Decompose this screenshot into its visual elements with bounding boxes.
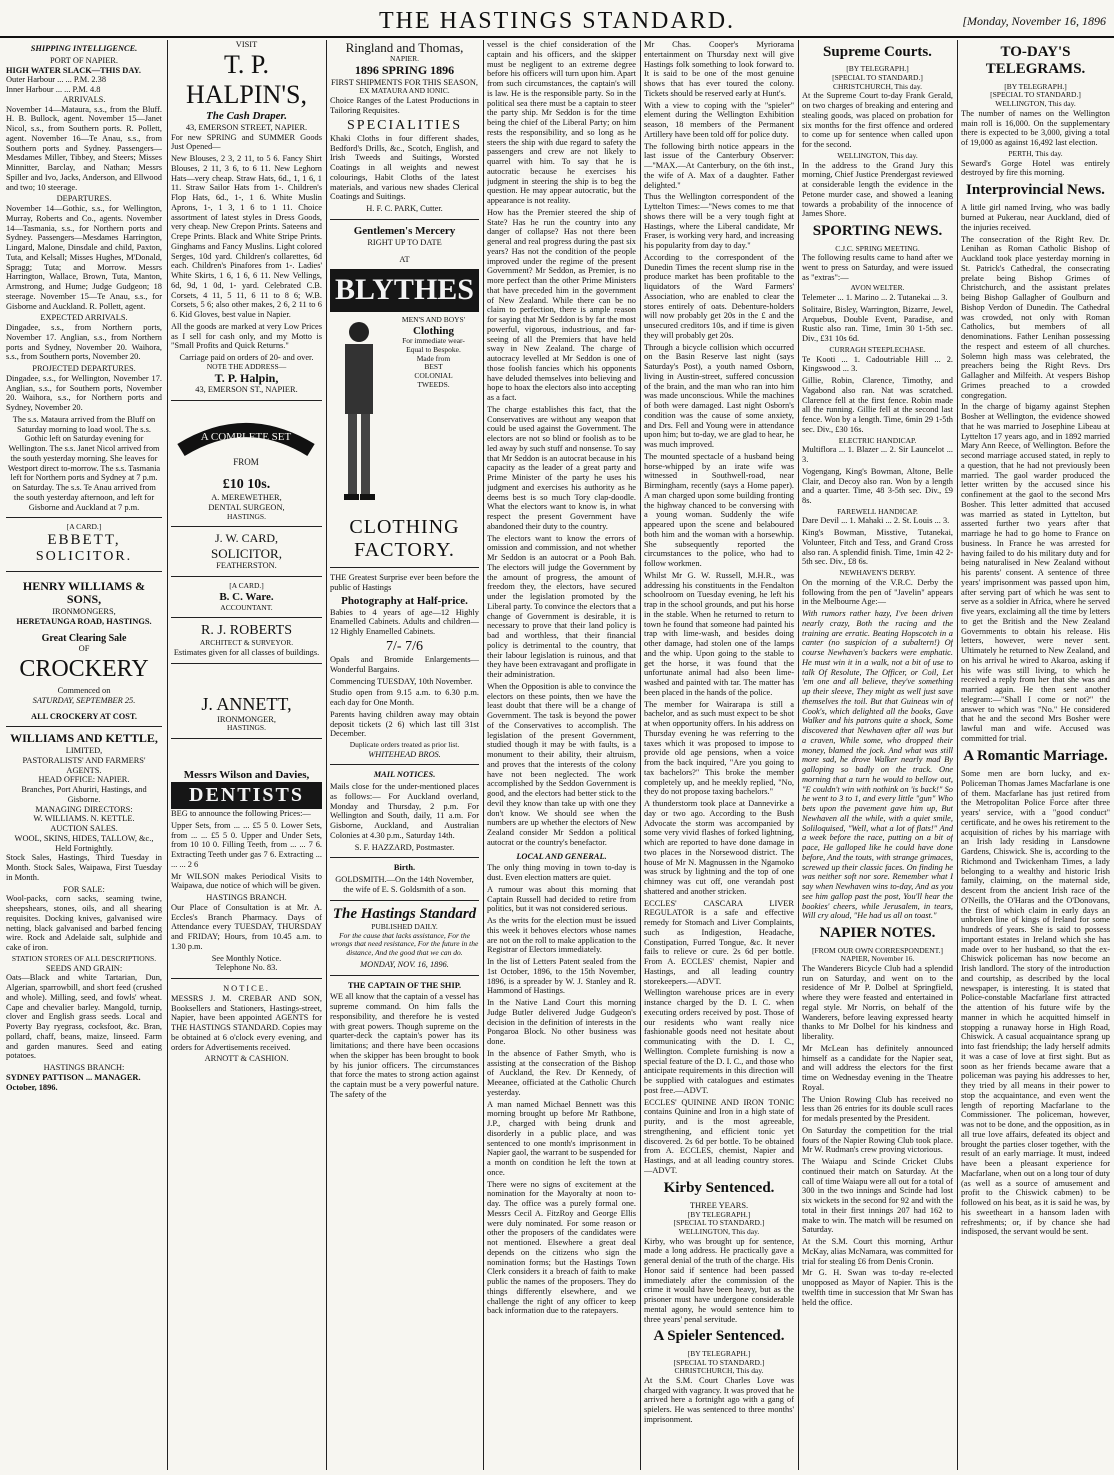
article-title: Kirby Sentenced.: [663, 1179, 775, 1196]
ad-text: ARCHITECT & SURVEYOR.: [199, 638, 294, 648]
ad-label: [A CARD.]: [66, 522, 102, 532]
ad-text: OF: [78, 644, 90, 654]
paragraph: In the absence of Father Smyth, who is assisting at the consecration of the Bishop of Auckland, the Rev. Dr Kennedy, of Meeanee, officiated at the Catholic Church yesterday.: [487, 1048, 636, 1097]
paragraph: Studio open from 9.15 a.m. to 6.30 p.m. each day for One Month.: [330, 688, 479, 707]
article-subtitle: THREE YEARS.: [689, 1200, 749, 1210]
race-result: Dare Devil ... 1. Mahaki ... 2. St. Louis ... 3.: [802, 516, 950, 526]
ad-title: Messrs Wilson and Davies,: [183, 769, 310, 782]
ad-text: EX MATAURA AND IONIC.: [359, 86, 450, 96]
ad-heading: Gentlemen's Mercery: [353, 224, 456, 237]
paragraph: For new SPRING and SUMMER Goods Just Opened—: [171, 132, 322, 152]
ad-title: Ringland and Thomas,: [345, 40, 464, 55]
paragraph: Whilst Mr G. W. Russell, M.H.R., was addressing his constituents in the Fendalton schoolroom on Tuesday evening, he left his trap in the school grounds, and put his horse in the stable. When he returned to return to town he found that someone had painted his trap with lime-wash, and besides doing other damage, had stolen one of the lamps and the whip. Upon going to the stable to get the horse, it was found that the unfortunate animal had also been lime-washed and painted with tar. The matter has been placed in the hands of the police.: [644, 570, 794, 697]
paragraph: The following results came to hand after we went to press on Saturday, and were issued as "extras":—: [802, 253, 953, 282]
ad-title: CLOTHING: [349, 515, 460, 538]
complete-set-label: A COMPLETE SET: [200, 431, 292, 444]
paragraph: Dingadee, s.s., for Wellington, November 17. Anglian, s.s., for Southern ports, November 20. Waihora, s.s., for Northern ports and Sydney, November 20.: [6, 373, 162, 412]
paragraph: Khaki Cloths in four different shades, Bedford's Drills, &c., Scotch, English, and Irish Tweeds and Suitings, Worsted Coatings in all weights and newest colourings, Habit Cloths of the latest materials, and various new shades Clerical Coatings and Suitings.: [330, 133, 479, 202]
paragraph: Gillie, Robin, Clarence, Timothy, and Vagabond also ran. Nat was scratched. Clarence fell at the first fence. Robin made all the running. Gillie fell at the second last fence. Won by a length. Time, 6min 29 1-5th sec. Div., £30 16s.: [802, 376, 953, 434]
ad-text: TWEEDS.: [417, 379, 450, 389]
ad-subtitle: SOLICITOR.: [6, 549, 162, 571]
paragraph: As the writs for the election must be issued this week it behoves electors whose names are not on the roll to make application to the Registrar of Electors immediately.: [487, 916, 636, 955]
paragraph: A rumour was about this morning that Captain Russell had decided to retire from politics, but it was not considered serious.: [487, 884, 636, 914]
ad-text: RIGHT UP TO DATE: [367, 237, 442, 247]
paragraph: A thunderstorm took place at Dannevirke a day or two ago. According to the Bush Advocate the storm was accompanied by some very vivid flashes of forked lightning, which are reported to have done damage in two places in the Norsewood district. The house of Mr N. Magnussen in the Ngamoko was struck by lightning and the top of one chimney was cut off, one verandah post shattered and another stricken.: [644, 799, 794, 896]
price-list: Upper Sets, from ... ... £5 5 0. Lower Sets, from ... ... £5 5 0. Upper and Under Sets, from 10 10 0. Filling Teeth, from ... ... 7 6. Extracting Teeth under gas 7 6. Extracting ... ... ... 2 6: [171, 820, 322, 869]
dateline: WELLINGTON, This day.: [995, 99, 1076, 109]
editorial-title: THE CAPTAIN OF THE SHIP.: [347, 980, 462, 990]
paragraph: A man named Michael Bennett was this morning brought up before Mr Rathbone, J.P., charged with being drunk and disorderly in a public place, and was sentenced to one month's imprisonment in Napier gaol, the warrant to be suspended for a month on condition he left the town at once.: [487, 1099, 636, 1177]
ad-subtitle: IRONMONGERS,: [52, 607, 116, 617]
paragraph: Our Place of Consultation is at Mr. A. Eccles's Branch Pharmacy. Days of Attendance every TUESDAY, THURSDAY and FRIDAY; Hours, from 10.45 a.m. to 1.30 p.m.: [171, 902, 322, 951]
ad-text: HASTINGS BRANCH:: [43, 1063, 125, 1073]
subheading: PROJECTED DEPARTURES.: [32, 364, 136, 373]
ad-text: FIRST SHIPMENTS FOR THIS SEASON,: [331, 77, 478, 87]
dateline: WELLINGTON, This day.: [678, 1227, 760, 1237]
tide-row: Inner Harbour ... ... P.M. 4.8: [6, 85, 101, 94]
paragraph: There were no signs of excitement at the nomination for the Mayoralty at noon to-day. The office was a purely formal one. Messrs Cecil A. FitzRoy and George Ellis were duly nominated. For some reason or other the proposers of the candidates were not mentioned. Elsewhere a great deal depends on the citizens who sign the nomination forms; but the Hastings Town Clerk considers it a breach of faith to make public the names of the proposers. They do things differently elsewhere, and we challenge the right of any officer to keep back information due to the ratepayers.: [487, 1179, 636, 1316]
newspaper-nameplate: The Hastings Standard: [332, 905, 477, 922]
wire-credit: [BY TELEGRAPH.]: [687, 1348, 751, 1358]
ad-title: A. MEREWETHER,: [211, 493, 282, 503]
paragraph: Babies to 4 years of age—12 Highly Enamelled Cabinets. Adults and children—12 Highly Enamelled Cabinets.: [330, 607, 479, 637]
paragraph: November 14—Gothic, s.s., for Wellington, Murray, Roberts and Co., agents. November 14—Tasmania, s.s., for Northern ports and Sydney. Passengers—Mesdames Harrington, Lingard, Malone, Dinsdale and child, Paxton, Tuta, and Kelsall; Misses Hughes, M'Donald, Spragg; Tuta; and Morrow. Messrs Harrington, Wallace, Brown, Tuta, Manton, Armstrong, and Hume; Judge Gudgeon; 18 steerage. November 15—Te Anau, s.s., for Gisborne and Auckland. R. Pollett, agent.: [6, 204, 162, 311]
paragraph: In the Native Land Court this morning Judge Butler delivered Judge Gudgeon's decision in the definition of interests in the Pongaroa Block. No other business was done.: [487, 998, 636, 1046]
race-result: Telemeter ... 1. Marino ... 2. Tutanekai ... 3.: [802, 293, 948, 303]
paragraph: The mounted spectacle of a husband being horse-whipped by an irate wife was witnessed in Southwell-road, near Birmingham, recently (says a Home paper). A man charged upon some building fronting the highway chanced to be conversing with a young woman. Suddenly the wife appeared upon the scene and belaboured both him and the woman with a horsewhip. She subsequently reported the circumstances to the police, who had to follow workmen.: [644, 451, 794, 568]
column-rule: [640, 40, 641, 1470]
subheading: ARRIVALS.: [62, 94, 106, 104]
ad-text: AUCTION SALES.: [50, 824, 118, 834]
paragraph: WE all know that the captain of a vessel has supreme command. On him falls the responsibility, and therefore he is vested with great powers. Though supreme on the quarter-deck the captain's power has its limitations; and there have been occasions when the skipper has been brought to book by his junior officers. The circumstances that force the mates to strong action against the captain must be a very powerful nature. The safety of the: [330, 992, 479, 1099]
paragraph: GOLDSMITH.—On the 14th November, the wife of E. S. Goldsmith of a son.: [330, 875, 479, 901]
ad-text: Made from: [416, 353, 451, 363]
ad-price: 7/- 7/6: [386, 638, 423, 654]
ad-text: October, 1896.: [6, 1082, 58, 1092]
paragraph: November 14—Mataura, s.s., from the Bluff. H. B. Bullock, agent. November 15—Janet Nicol, s.s., from Southern ports. R. Pollett, agent. November 16—Te Anau, s.s., from Southern ports and Sydney. Passengers—Mesdames Miller, Tibbey, and Steers; Misses Minnitter, Barclay, and Nathan; Messrs Spiller and Ivo, Jacks, Anderson, and Ellwood and two; 10 steerage.: [6, 104, 162, 192]
ad-text: See Monthly Notice.: [211, 953, 282, 963]
ad-text: FOR SALE:: [63, 884, 105, 894]
blythes-logo: BLYTHES: [330, 269, 479, 312]
paragraph: Mails close for the under-mentioned places as follows:— For Auckland overland, Monday and Thursday, 2 p.m. For Wellington and South, daily, 11 a.m. For Gisborne, Auckland, and Australian Colonies at 4.30 p.m., Saturday 14th.: [330, 782, 479, 840]
paragraph: BEG to announce the following Prices:—: [171, 809, 311, 819]
dateline: NAPIER, November 16.: [840, 954, 915, 964]
ad-title: T. P. HALPIN'S,: [186, 49, 307, 109]
paragraph: The consecration of the Right Rev. Dr. Lenihan as Roman Catholic Bishop of Auckland took place yesterday morning in St. Patrick's Cathedral, the consecrating prelate being Bishop Grimes of Christchurch, and the assistant prelates being Bishop Gallagher of Goulburn and Bishop Verdon of Dunedin. The Cathedral was crowded, not only with Roman Catholics, but members of all denominations. Father Lenihan possessing the respect and esteem of all churches. Solemn high mass was celebrated, the preachers being the Right Revs. Drs Gallagher and Milfeith. At vespers Bishop Grimes preached to a crowded congregation.: [961, 234, 1110, 400]
paragraph: Parents having children away may obtain deposit tickets (2 6) which last till 31st December.: [330, 709, 479, 739]
paragraph: The number of names on the Wellington main roll is 16,000. On the supplementary there is expected to be 3,000, giving a total of 19,000 as against 16,492 last election.: [961, 108, 1110, 148]
signature: S. F. HAZZARD, Postmaster.: [330, 843, 479, 859]
paragraph: THE Greatest Surprise ever been before the public of Hastings: [330, 573, 479, 593]
column-6: [802, 40, 953, 1470]
dateline: CHRISTCHURCH, This day.: [833, 81, 922, 91]
paragraph: ECCLES' QUININE AND IRON TONIC contains Quinine and Iron in a high state of purity, and is the most agreeable, strengthening, and efficient tonic yet discovered. 2s 6d per bottle. To be obtained from A. ECCLES, chemist, Napier and Hastings, and at all leading country stores.—ADVT.: [644, 1097, 794, 1175]
paragraph: Seward's Gorge Hotel was entirely destroyed by fire this morning.: [961, 158, 1110, 178]
ad-heading: SPECIALITIES: [347, 117, 462, 133]
subheading: HIGH WATER SLACK—THIS DAY.: [6, 65, 141, 75]
motto: For the cause that lacks assistance, For the wrongs that need resistance, For the future in the distance, And the good that we can do.: [330, 930, 479, 958]
column-3: [330, 40, 479, 1470]
clothing-ad: [330, 316, 479, 516]
masthead: [0, 0, 1114, 38]
paragraph: The Wanderers Bicycle Club had a splendid run on Saturday, and went on to the residence of Mr P. Dolbel at Springfield, where they were feasted and entertained in regal style. Mr Norris, on behalf of the Wanderers, before leaving expressed hearty thanks to Mr Dolbel for his kindness and liberality.: [802, 963, 953, 1042]
ad-text: Equal to Bespoke.: [406, 345, 461, 355]
column-rule: [957, 40, 958, 1470]
ad-text: SYDNEY PATTISON ... MANAGER.: [6, 1072, 141, 1082]
ad-text: SATURDAY, SEPTEMBER 25.: [32, 695, 136, 705]
paragraph: According to the correspondent of the Dunedin Times the recent slump rise in the produce market has been profitable to the liquidators of the Ward Farmers' Association, who are enabled to clear the stores entirely of oats. Debenture-holders will now probably get 20s in the £ and the unsecured creditors 10s, and if time is given they will probably get 20s.: [644, 252, 794, 340]
wire-credit: [SPECIAL TO STANDARD.]: [832, 73, 923, 83]
ad-text: W. WILLIAMS. N. KETTLE.: [33, 814, 135, 824]
ad-text: AT: [399, 255, 410, 265]
ad-text: NOTE THE ADDRESS—: [206, 361, 287, 371]
ad-text: HASTINGS.: [171, 513, 322, 528]
paragraph: In the list of Letters Patent sealed from the 1st October, 1896, to the 15th November, 1896, is a spreader by W. J. Stanley and R. Hammond of Hastings.: [487, 957, 636, 996]
wire-credit: [BY TELEGRAPH.]: [1004, 81, 1067, 91]
dateline: CHRISTCHURCH, This day.: [674, 1366, 764, 1376]
article-title: NAPIER NOTES.: [819, 925, 936, 942]
section-heading: LOCAL AND GENERAL.: [516, 851, 607, 861]
from-label: FROM: [233, 457, 259, 468]
paragraph: Vogengang, King's Bowman, Altone, Belle Clair, and Decoy also ran. Won by a length and a quarter. Time, 48 3-5th sec. Div., £9 8s.: [802, 466, 953, 506]
ad-text: BEST: [424, 362, 443, 372]
ad-price: £10 10s.: [222, 476, 271, 492]
article-title: SPORTING NEWS.: [812, 223, 943, 240]
ad-text: Telephone No. 83.: [171, 963, 322, 979]
column-rule: [483, 40, 484, 1470]
subheading: PORT OF NAPIER.: [50, 55, 118, 65]
paragraph: At the S.M. Court this morning, Arthur McKay, alias McNamara, was committed for trial for stealing £6 from Denis Cronin.: [802, 1237, 953, 1266]
subheading: DEPARTURES.: [56, 194, 112, 204]
ad-text: MANAGING DIRECTORS:: [35, 804, 133, 814]
race-name: ELECTRIC HANDICAP.: [838, 435, 917, 445]
paragraph: Some men are born lucky, and ex-Policeman Thomas James Macfarlane is one of them. Macfarlane has just retired from the Metropolitan Police Force after three years' service, with a "good conduct" certificate, and he owes his retirement to the acquisition of riches by his marriage with an Irish lady residing in Lansdowne Gardens, Chiswick. She is, according to the Richmond and Twickenham Times, a lady belonging to a wealthy and historic Irish family, claiming, on the maternal side, descent from the ancient Irish race of the O'Neills, the O'Haras and the O'Donovans, the first of which claim in early days an unbroken line of kings of Ireland for some hundreds of years. She is said to possess important estates in Ireland which she has made over to her husband, so that the ex-Chiswick policeman has now become an Irish landlord. The story of the introduction and courtship, as described by the local newspaper, is interesting. It is stated that Police-constable Macfarlane first attracted the attention of his future wife by the manner in which he acquitted himself in stopping a runaway horse in High Road, Chiswick. A casual acquaintance sprang up into fast friendship; the lady herself admits it was a case of love at first sight. But as soon as her friends became aware that a policeman was paying his addresses to her, they tried by all means in their power to stop the acquaintance, and even went the length of reporting Macfarlane to the Commissioner. The policeman, however, was not to be done, and the opposition, as in all true love affairs, defeated its object and brought the parties closer together, with the result of an early marriage. It must, indeed have been a pleasant experience for Macfarlane, when out on a long tour of duty (as well as a source of amusement and profit to the Chiswick cabmen) to be followed on his beat, as it is said he was, by his sweetheart in a hansom laden with refreshments; or, if by chance she had indisposed, the servant would be sent.: [961, 769, 1110, 1237]
paragraph: Dingadee, s.s., from Northern ports, November 17. Anglian, s.s., from Northern ports and Sydney, November 20. Waihora, s.s., from Southern ports, November 20.: [6, 323, 162, 362]
wire-credit: [SPECIAL TO STANDARD.]: [990, 90, 1081, 100]
ad-title: WILLIAMS AND KETTLE,: [10, 731, 158, 746]
ad-text: Duplicate orders treated as prior list.: [349, 740, 460, 749]
ad-text: Branches, Port Ahuriri, Hastings, and Gisborne.: [21, 785, 147, 804]
column-1: [6, 40, 162, 1470]
ad-title: NOTICE.: [223, 984, 270, 994]
paragraph: The electors want to know the errors of omission and commission, and not whether Mr Seddon is an autocrat or a Pooh Bah. The electors will judge the Government by the amount of progress, the amount of freedom they, the electors, have secured under the legislation promoted by the Liberal party. To convince the electors that a change of Government is desirable, it is necessary to prove that their land policy is bad and worthless, that their financial policy is detrimental to the country, that their labour legislation is ruinous, and that they have been extravagant and profligate in their administration.: [487, 533, 636, 679]
paragraph: vessel is the chief consideration of the captain and his officers, and the skipper must be negligent to an extreme degree before his officers will turn upon him. Apart from such circumstances, the captain's will is law. He is the responsible party. So in the political sea there must be a captain to steer the party ship. Mr Seddon is for the time being the chief of the Liberal Party; on him rests the responsibility, and so long as he steers the ship with due regard to safety the passengers and crew are not likely to quarrel with him. To say that he is autocratic because he exercises his judgment in steering the ship is to beg the question. He may appear autocratic, but the appearance is not reality.: [487, 40, 636, 205]
section-heading: SHIPPING INTELLIGENCE.: [30, 44, 138, 53]
paragraph: Wool-packs, corn sacks, seaming twine, sheepshears, stones, oils, and all shearing requisites. Docking knives, galvanised wire netting, black galvanised and barbed fencing wire. Rock and Adelaide salt, sulphide and cake of iron.: [6, 894, 162, 953]
race-name: AVON WELTER.: [850, 283, 905, 293]
dentists-banner: DENTISTS: [171, 782, 322, 809]
ad-address: 43, EMERSON STREET, NAPIER.: [185, 122, 308, 132]
wire-credit: [FROM OUR OWN CORRESPONDENT.]: [811, 945, 944, 955]
paragraph: On the morning of the V.R.C. Derby the following from the pen of "Javelin" appears in the Melbourne Age:—: [802, 577, 953, 607]
ad-title: CROCKERY: [19, 656, 149, 683]
ad-text: PASTORALISTS' AND FARMERS' AGENTS.: [22, 755, 146, 775]
paragraph: The Waiapu and Scinde Cricket Clubs continued their match on Saturday. At the call of time Waiapu were all out for a total of 300 in the two innings and Scinde had lost six wickets in the second for 92 and with the total in their first innings 207 had 162 to make to win. The match will be resumed on Saturday.: [802, 1157, 953, 1235]
ad-text: Estimates given for all classes of buildings.: [171, 648, 322, 664]
paragraph: The Union Rowing Club has received no less than 26 entries for its double scull races for medals presented by the President.: [802, 1094, 953, 1124]
poem: With rumors rather hazy, I've been driven nearly crazy, Both the racing and the training are erratic. Beating Hopscotch in a canter (no suspicion of a subaltern!) Of course Newhaven's backers were emphatic. He must win it in a walk, not a bit of use to talk Of Resolute, The Officer, or Coil, Let 'em one and all believe, they've something up their sleeve, They might as well just save themselves the toil. But that Guineas win of Cook's, which delighted all the books, Gave Walker and his patrons quite a shock, Some discovered that Newhaven after all was but a craven, While some, who dropped their money, blamed the jock. And what was still more sad, he drove Walker nearly mad By galloping so badly on the track. One morning that a turn he would to bellow out, "E couldn't win with nothink on 'is back!" So he went to 3 to 1, and every little "gun" Who bets upon the pavement gave him up, But Newhaven all the while, with a quiet smile, Soliloquised, "Well, what a lot of flats!" And a week before the race, putting on a bit of pace, He galloped like he could have done before, And the touts, with strange grimaces, screwed up their classic faces. On finding he was neither soft nor sore. Remember what I say when Newhaven wins to-day, And as you see him gallop past the post, You'll hear the bookies' cheers, while Jerusalem, in tears, Will cry aloud, "He had us all on toast.": [802, 609, 953, 921]
article-title: TO-DAY'S TELEGRAMS.: [985, 44, 1086, 78]
ad-text: Commenced on: [57, 686, 111, 696]
ad-text: NAPIER.: [390, 54, 419, 64]
column-4: [487, 40, 636, 1470]
paragraph: Mr McLean has definitely announced himself as a candidate for the Napier seat, and will address the electors for the first time on Wednesday evening in the Theatre Royal.: [802, 1043, 953, 1092]
ad-address: 43, EMERSON ST., NAPIER.: [171, 385, 322, 401]
paragraph: All the goods are marked at very Low Prices as I sell for cash only, and my Motto is "Small Profits and Quick Returns.": [171, 321, 322, 351]
paragraph: The s.s. Mataura arrived from the Bluff on Saturday morning to load wool. The s.s. Gothic left on Saturday evening for Wellington. The s.s. Janet Nicol arrived from the south yesterday morning. She leaves for Westport direct to-morrow. The s.s. Tasmania left for Northern ports and Sydney at 7 p.m. on Saturday. The s.s. Te Anau arrived from the south yesterday afternoon, and left for Gisborne and Auckland at 7 p.m.: [6, 415, 162, 519]
wire-credit: [SPECIAL TO STANDARD.]: [673, 1218, 765, 1228]
paragraph: Choice Ranges of the Latest Productions in Tailoring Requisites.: [330, 96, 479, 115]
paragraph: Mr Chas. Cooper's Myriorama entertainment on Thursday next will give Hastings folk something to look forward to. It is said to be one of the most genuine shows that has ever toured the colony. Tickets should be reserved early at Hunt's.: [644, 40, 794, 98]
ad-subtitle: The Cash Draper.: [206, 110, 287, 123]
ad-text: HASTINGS.: [171, 724, 322, 739]
ad-text: STATION STORES OF ALL DESCRIPTIONS.: [11, 953, 157, 963]
article-subtitle: NEWHAVEN'S DERBY.: [839, 568, 916, 578]
paragraph: King's Bowman, Misstive, Tutanekai, Volunteer, Fitch and Tess, and Grand Cross also ran. A splendid finish. Time, 1min 42 2-5th sec. Div., £8 6s.: [802, 528, 953, 567]
paragraph: In the charge of bigamy against Stephen Bosher at Wellington, the evidence showed that he was married to Josephine Libeau at Lyttelton 17 years ago, and in 1892 married Mary Ann Reece, of Wellington. Before the second marriage accused stated, in reply to a question, that he had not previously been married. The gaol warder produced the letter written by the accused since his confinement at the gaol to the second Mrs Bosher. This letter admitted that accused was married as stated in Lyttelton, but asserted further two years after that marriage he had to go home to France on business. In France he was arrested for having failed to do his military duty and for being naturalised in New Zealand without his parents' consent. A sentence of three years' imprisonment was passed upon him, after serving part of which he was sent to serve as a soldier in Africa, where he served five years, exclaiming all the time by letters to get the British and the New Zealand Governments to obtain his release. His letters, however, were never sent. Ultimately he returned to New Zealand, and on his arrival he wired to Akaroa, asking if his wife was still living, to which he received a reply from her that she was and married again. He then sent another telegram:—"Shall I come or not?" the answer to which was "No." He considered that he and the second Mrs Bosher were lawful man and wife. Accused was committed for trial.: [961, 402, 1110, 743]
ad-text: Carriage paid on orders of 20- and over.: [179, 353, 314, 363]
ad-heading: Clothing: [413, 324, 454, 337]
paragraph: The charge establishes this fact, that the Conservatives are without any weapon that could be used against the Government. The electors are not so blind or foolish as to be led away by such stuff and nonsense. To say that Mr Seddon is an autocrat because in his capacity as the leader of a great party and Prime Minister of the party he uses his judgment and exercises his authority as he deems best is so much Tory clap-doodle. What the electors want to know is, in what respect the present Government have abandoned their duty to the country.: [487, 404, 636, 531]
paragraph: On Saturday the competition for the trial fours of the Napier Rowing Club took place. Mr W. Rudman's crew proving victorious.: [802, 1125, 953, 1155]
ad-subtitle: HASTINGS BRANCH.: [206, 893, 287, 903]
ad-text: WHITEHEAD BROS.: [330, 750, 479, 766]
ad-text: ARNOTT & CASHION.: [204, 1054, 289, 1064]
subheading: EXPECTED ARRIVALS.: [40, 313, 128, 323]
paragraph: When the Opposition is able to convince the electors on these points, then we have the least doubt that there will be a change of Government. The task is beyond the power of the Conservatives to accomplish. The legislation of the present Government, studied though it may be with faults, is a monument to their ability, their altruism, and proves that the interests of the colony have not been neglected. The work accomplished by the Seddon Government is good, and the electors had better stick to the devil they know than take up with one they don't know. We should see when the numbers are up whether the electors of New Zealand consider Mr Seddon a political autocrat or the country's benefactor.: [487, 681, 636, 847]
paragraph: The following birth notice appears in the last issue of the Canterbury Observer:—"MAX.—At Canterbury, on the 6th inst., the wife of A. Max of a daughter. Father delighted.": [644, 141, 794, 190]
race-name: FAREWELL HANDICAP.: [837, 506, 918, 516]
paragraph: Oats—Black and white Tartarian, Dun, Algerian, sparrowbill, and short feed (crushed and whole). Milling, seed, and fowls' wheat. Cape and chevalier barley. Mangold, turnip, clover and English grass seeds. Local and Poverty Bay ryegrass, cocksfoot, &c. Bran, pollard, chaff, beans, maize, linseed. Farm and garden manures. Seed and eating potatoes.: [6, 973, 162, 1061]
ad-title: B. C. Ware.: [219, 590, 274, 603]
wire-credit: [SPECIAL TO STANDARD.]: [673, 1357, 765, 1367]
editorial-date: MONDAY, NOV. 16, 1896.: [330, 960, 479, 976]
ad-text: MEN'S AND BOYS': [401, 314, 466, 324]
ad-heading: Photography at Half-price.: [341, 594, 468, 607]
ad-title: J. W. CARD,: [214, 531, 279, 546]
paragraph: MESSRS J. M. CREBAR AND SON, Booksellers and Stationers, Hastings-street, Napier, have been appointed AGENTS for THE HASTINGS STANDARD. Copies may be obtained at 6 o'clock every evening, and orders for Advertisements received.: [171, 993, 322, 1052]
wire-credit: [BY TELEGRAPH.]: [687, 1209, 751, 1219]
paragraph: Wellington warehouse prices are in every instance charged by the D. I. C. when executing orders received by post. Those of our residents who want really nice fashionable goods need not hesitate about communicating with the D. I. C., Wellington. Complete furnishing is now a special feature of the D. I. C., and those who anticipate requirements in this direction will be supplied with catalogues and estimates post free.—ADVT.: [644, 988, 794, 1095]
paragraph: Commencing TUESDAY, 10th November.: [330, 676, 473, 686]
paragraph: Solitaire, Bisley, Warrington, Bizarre, Jewel, Arquebus, Double Event, Paradise, and Rustic also ran. Time, 1min 30 1-5th sec. Div., £31 10s 6d.: [802, 304, 953, 344]
ad-title: J. ANNETT,: [201, 693, 292, 714]
paragraph: Mr WILSON makes Periodical Visits to Waipawa, due notice of which will be given.: [171, 871, 322, 891]
paragraph: Mr G. H. Swan was to-day re-elected unopposed as Mayor of Napier. This is the twelfth time in succession that Mr Swan has held the office.: [802, 1268, 953, 1307]
article-subtitle: C.J.C. SPRING MEETING.: [835, 243, 920, 253]
ad-text: For immediate wear-: [402, 336, 465, 346]
column-5: [644, 40, 794, 1470]
article-title: A Spieler Sentenced.: [653, 1328, 785, 1345]
dateline: PERTH, This day.: [1008, 148, 1063, 158]
ad-text: HEAD OFFICE: NAPIER.: [38, 775, 130, 785]
paragraph: The only thing moving in town to-day is dust. Even election matters are quiet.: [487, 863, 636, 882]
ad-heading: 1896 SPRING 1896: [354, 62, 455, 77]
paragraph: Stock Sales, Hastings, Third Tuesday in Month. Stock Sales, Waipawa, First Tuesday in Month.: [6, 853, 162, 882]
article-title: Supreme Courts.: [823, 44, 932, 60]
paragraph: ECCLES' CASCARA LIVER REGULATOR is a safe and effective remedy for Stomach and Liver Complaints, such as Indigestion, Headache, Constipation, Furred Tongue, &c. It never fails to relieve or cure. 2s 6d per bottle. From A. ECCLES' chemist, Napier and Hastings, and all leading country storekeepers.—ADVT.: [644, 898, 794, 986]
ad-label: [A CARD.]: [229, 581, 264, 591]
ad-text: DENTAL SURGEON,: [208, 502, 285, 512]
gentleman-figure-icon: [330, 316, 388, 516]
ad-text: SEEDS AND GRAIN:: [45, 963, 123, 973]
newspaper-title: THE HASTINGS STANDARD.: [378, 8, 736, 34]
ad-title: FACTORY.: [330, 539, 479, 568]
paragraph: How has the Premier steered the ship of State? Has he run the country into any danger of collapse? Has not there been general and real progress during the past six years? Has not the condition of the people improved under the regime of the present Government? Mr Seddon, as Premier, is no more perfect than the other Prime Ministers that have preceded him in the government of New Zealand. While there can be no claim to perfection, there is ample reason for saying that Mr Seddon is by far the most powerful, vigorous, industrious, and far-seeing of all the Premiers that have held sway in New Zealand. The charge of autocracy levelled at Mr Seddon is one of those foolish fancies which his opponents have deluded themselves into believing and hope to hoax the electors also into accepting as a fact.: [487, 207, 636, 402]
ad-heading: Great Clearing Sale: [41, 632, 127, 644]
paragraph: Through a bicycle collision which occurred on the Basin Reserve last night (says Saturday's Post), a youth named Osborn, living in Austin-street, suffered concussion of the brain, and the man who ran into him was made unconscious. While the machines of both were damaged. Last night Osborn's condition was the cause of some anxiety, and Drs. Fell and Young were in attendance upon him; but to-day, we are glad to hear, he was much improved.: [644, 342, 794, 449]
race-result: Multiflora ... 1. Blazer ... 2. Sir Launcelot ... 3.: [802, 445, 953, 465]
ad-title: R. J. ROBERTS: [201, 623, 292, 639]
article-title: Interprovincial News.: [966, 182, 1105, 199]
ad-text: PUBLISHED DAILY.: [371, 922, 438, 932]
paragraph: A little girl named Irving, who was badly burned at Pukerau, near Auckland, died of the injuries received.: [961, 203, 1110, 232]
ad-title: EBBETT,: [47, 531, 121, 548]
column-7: [961, 40, 1110, 1470]
complete-set-banner-graphic: [171, 410, 321, 470]
race-result: Te Kooti ... 1. Cadoutriable Hill ... 2. Kingswood ... 3.: [802, 354, 953, 374]
column-2: [171, 40, 322, 1470]
race-name: CURRAGH STEEPLECHASE.: [829, 344, 926, 354]
paragraph: The member for Wairarapa is still a bachelor, and as such must expect to be shot at when opportunity offers. In his address on Thursday evening he was referring to the taxes which it was proposed to impose to provide old age pensions, when a voice from the back inquired, "Are you going to tax bachelors?" This broke the member completely up, and he meekly replied, "No, they do not propose taxing bachelors.": [644, 699, 794, 797]
ad-address: HERETAUNGA ROAD, HASTINGS.: [16, 617, 152, 627]
paragraph: Opals and Bromide Enlargements—Wonderful Bargains.: [330, 655, 479, 674]
paragraph: Thus the Wellington correspondent of the Lyttelton Times:—"News comes to me that shows there will be a very tough fight at Hastings, where the Liberal candidate, Mr Fraser, is working very hard, and increasing his popularity from day to day.": [644, 192, 794, 250]
column-rule: [798, 40, 799, 1470]
ad-text: COLONIAL: [414, 371, 453, 381]
wire-credit: [BY TELEGRAPH.]: [846, 64, 909, 74]
paragraph: Kirby, who was brought up for sentence, made a long address. He practically gave a general denial of the truth of the charge. His Honor said if sentence had been passed immediately after the commission of the crime it would have been heavy, but as the prisoner must have undergone considerable mental agony, he would sentence him to three years' penal servitude.: [644, 1236, 794, 1324]
ad-text: ACCOUNTANT.: [171, 604, 322, 619]
ad-subtitle: SOLICITOR,: [211, 546, 282, 562]
article-title: A Romantic Marriage.: [963, 747, 1108, 764]
issue-date: [Monday, November 16, 1896: [962, 14, 1106, 28]
section-heading: Birth.: [393, 863, 416, 873]
ad-text: LIMITED,: [65, 746, 103, 756]
ad-title: HENRY WILLIAMS & SONS,: [22, 578, 146, 607]
column-rule: [326, 40, 327, 1470]
price-list: New Blouses, 2 3, 2 11, to 5 6. Fancy Shirt Blouses, 2 11, 3 6, to 6 11. New Leghorn Hats—very cheap. Straw Hats, 6d., 1, 1 6, 1 11. Straw Sailor Hats from 1-. Children's Flop Hats, 6d., 1-, 1 6. White Muslin Aprons, 1-, 1 3, 1 6 to 1 11. Choice assortment of latest styles in Dress Goods, very cheap. New Crepon Prints. Sateens and Crepe Prints. Black and White Stripe Prints. Ginghams and Fancy Muslins. Light colored Serges, 10d yard. Children's collarettes, 6d each. Children's Pinafores from 1-. Ladies' White Skirts, 1 6, 1 6, 6 11. New Vellings, 6d, 9d, 1 0d, 1- yard. Celebrated C.B. Corsets, 4 11, 5 11, 6 11 to 8 6; W.B. Corsets, 5 6; also other makes, 2 6, 2 11 to 6 6. Kid Gloves, best value in Napier.: [171, 154, 322, 320]
paragraph: At the Supreme Court to-day Frank Gerald, on two charges of breaking and entering and stealing goods, was placed on probation for six months for the first offence and ordered to come up for sentence when called upon for the second.: [802, 91, 953, 150]
tide-row: Outer Harbour ... ... P.M. 2.38: [6, 75, 107, 85]
paragraph: In the address to the Grand Jury this morning, Chief Justice Prendergast reviewed at considerable length the evidence in the Petone murder case, and showed a leaning towards a probability of the innocence of James Shore.: [802, 160, 953, 219]
ad-text: FEATHERSTON.: [171, 561, 322, 577]
ad-subtitle: IRONMONGER,: [217, 714, 276, 724]
dateline: WELLINGTON, This day.: [837, 150, 918, 160]
paragraph: With a view to coping with the "spieler" element during the Wellington Exhibition season, 18 members of the Permanent Artillery have been told off for police duty.: [644, 100, 794, 139]
ad-text: WOOL, SKINS, HIDES, TALLOW, &c., Held Fortnightly.: [14, 833, 154, 853]
ad-text: VISIT: [235, 40, 258, 49]
ad-text: ALL CROCKERY AT COST.: [6, 712, 162, 728]
ad-text: H. F. C. PARK, Cutter.: [330, 204, 479, 220]
section-heading: MAIL NOTICES.: [373, 770, 436, 780]
column-rule: [167, 40, 168, 1470]
ad-title: T. P. Halpin,: [214, 370, 279, 385]
paragraph: At the S.M. Court Charles Love was charged with vagrancy. It was proved that he arrived here a fortnight ago with a gang of spielers. He was sentenced to three months' imprisonment.: [644, 1375, 794, 1424]
